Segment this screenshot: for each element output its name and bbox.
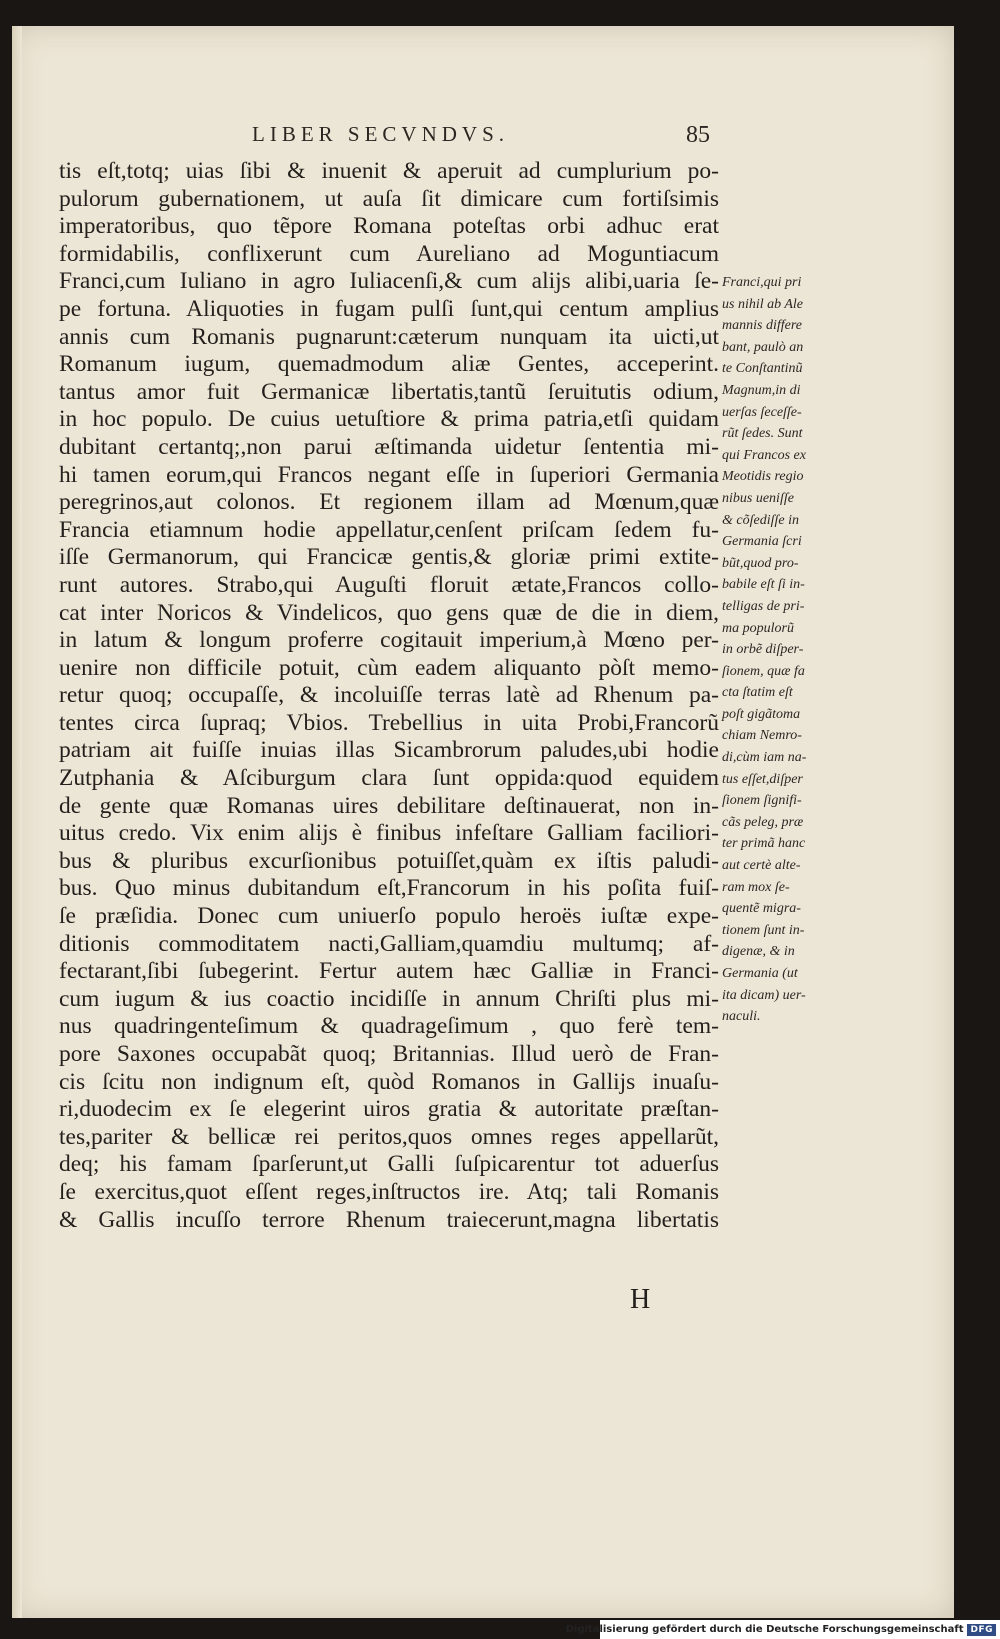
- body-line: fectarant,ſibi ſubegerint. Fertur autem hæc Galliæ in Franci-: [59, 958, 719, 985]
- page-gutter-shadow: [12, 26, 22, 1618]
- body-line: nus quadringenteſimum & quadrageſimum , quo ferè tem-: [59, 1013, 719, 1040]
- body-line: annis cum Romanis pugnarunt:cæterum nunquam ita uicti,ut: [59, 323, 719, 350]
- body-line: tis eſt,totq; uias ſibi & inuenit & aperuit ad cumplurium po-: [59, 158, 719, 184]
- body-line: Romanum iugum, quemadmodum aliæ Gentes, acceperint.: [59, 351, 719, 378]
- margin-note-line: in orbẽ diſper-: [722, 642, 804, 658]
- margin-note-line: bũt,quod pro-: [722, 555, 799, 571]
- body-line: bus. Quo minus dubitandum eſt,Francorum in his poſita fuiſ-: [59, 875, 719, 902]
- margin-note-line: ma populorũ: [722, 620, 794, 636]
- body-line: pulorum gubernationem, ut auſa ſit dimicare cum fortiſsimis: [59, 185, 719, 212]
- page-number: 85: [686, 122, 710, 148]
- body-line: in hoc populo. De cuius uetuſtiore & prima patria,etſi quidam: [59, 406, 719, 433]
- margin-note-line: digenæ, & in: [722, 944, 795, 960]
- margin-note-line: Magnum,in di: [722, 382, 801, 398]
- margin-note-line: nibus ueniſſe: [722, 490, 794, 506]
- margin-note-line: tionem ſunt in-: [722, 922, 805, 938]
- body-line: tentes circa ſupraq; Vbios. Trebellius in uita Probi,Francorũ: [59, 709, 719, 736]
- body-line: & Gallis incuſſo terrore Rhenum traiecerunt,magna libertatis: [59, 1206, 719, 1233]
- body-line: ditionis commoditatem nacti,Galliam,quamdiu multumq; af-: [59, 930, 719, 957]
- margin-note-line: di,cùm iam na-: [722, 750, 807, 766]
- body-line: uitus credo. Vix enim alijs è finibus infeſtare Galliam faciliori-: [59, 820, 719, 847]
- body-line: pore Saxones occupabãt quoq; Britannias. Illud uerò de Fran-: [59, 1041, 719, 1067]
- margin-note-line: ita dicam) uer-: [722, 987, 806, 1003]
- margin-note-line: Germania ſcri: [722, 534, 802, 550]
- margin-note-line: uerſas ſeceſſe-: [722, 404, 802, 420]
- margin-note-line: ter primã hanc: [722, 836, 806, 852]
- margin-note: [722, 272, 842, 1028]
- body-line: hi tamen eorum,qui Francos negant eſſe in ſuperiori Germania: [59, 461, 719, 488]
- margin-note-line: Germania (ut: [722, 966, 798, 981]
- margin-note-line: & cõſediſſe in: [722, 512, 799, 528]
- margin-note-line: babile eſt ſi in-: [722, 577, 805, 593]
- signature-mark: H: [630, 1284, 651, 1315]
- body-line: pe fortuna. Aliquoties in fugam pulſi ſunt,qui centum amplius: [59, 295, 719, 322]
- body-line: uenire non difficile potuit, cùm eadem aliquanto pòſt memo-: [59, 654, 719, 681]
- margin-note-line: ram mox ſe-: [722, 879, 790, 895]
- body-text: [59, 158, 719, 1234]
- book-page: [12, 26, 954, 1618]
- body-line: retur quoq; occupaſſe, & incoluiſſe terras latè ad Rhenum pa-: [59, 682, 719, 709]
- margin-note-line: telligas de pri-: [722, 598, 805, 614]
- body-line: de gente quæ Romanas uires debilitare deſtinauerat, non in-: [59, 792, 719, 819]
- margin-note-line: cta ſtatim eſt: [722, 685, 793, 701]
- margin-note-line: quentẽ migra-: [722, 901, 801, 917]
- body-line: iſſe Germanorum, qui Francicæ gentis,& gloriæ primi extite-: [59, 544, 719, 571]
- margin-note-line: ſionem, quæ fa: [722, 663, 805, 679]
- body-line: Zutphania & Aſciburgum clara ſunt oppida:quod equidem: [59, 765, 719, 792]
- margin-note-line: ſionem ſignifi-: [722, 793, 802, 809]
- margin-note-line: Meotidis regio: [722, 469, 804, 485]
- body-line: tantus amor fuit Germanicæ libertatis,tantũ ſeruitutis odium,: [59, 378, 719, 405]
- body-line: cum iugum & ius coactio incidiſſe in annum Chriſti plus mi-: [59, 985, 719, 1012]
- body-line: cat inter Noricos & Vindelicos, quo gens quæ de die in diem,: [59, 599, 719, 626]
- margin-note-line: chiam Nemro-: [722, 728, 802, 744]
- dfg-logo-icon: DFG: [967, 1624, 996, 1636]
- margin-note-line: naculi.: [722, 1009, 761, 1025]
- body-line: imperatoribus, quo tẽpore Romana poteſtas orbi adhuc erat: [59, 213, 719, 240]
- body-line: tes,pariter & bellicæ rei peritos,quos omnes reges appellarũt,: [59, 1123, 719, 1150]
- margin-note-line: cãs peleg, præ: [722, 814, 804, 830]
- margin-note-line: qui Francos ex: [722, 447, 806, 463]
- margin-note-line: rũt ſedes. Sunt: [722, 426, 803, 442]
- footer-bar: [565, 1620, 1000, 1639]
- body-line: ſe exercitus,quot eſſent reges,inſtructos ire. Atq; tali Romanis: [59, 1178, 719, 1205]
- body-line: bus & pluribus excurſionibus potuiſſet,quàm ex iſtis paludi-: [59, 847, 719, 874]
- body-line: cis ſcitu non indignum eſt, quòd Romanos in Gallijs inuaſu-: [59, 1068, 719, 1095]
- margin-note-line: poſt gigãtoma: [722, 706, 801, 722]
- margin-note-line: bant, paulò an: [722, 339, 804, 355]
- body-line: Francia etiamnum hodie appellatur,cenſent priſcam ſedem fu-: [59, 516, 719, 543]
- body-line: dubitant certantq;,non parui æſtimanda uidetur ſententia mi-: [59, 433, 719, 460]
- body-line: patriam ait fuiſſe inuias illas Sicambrorum paludes,ubi hodie: [59, 737, 719, 764]
- body-line: peregrinos,aut colonos. Et regionem illam ad Mœnum,quæ: [59, 489, 719, 516]
- margin-note-line: aut certè alte-: [722, 858, 801, 874]
- running-head: LIBER SECVNDVS.: [252, 122, 510, 146]
- margin-note-line: Franci,qui pri: [722, 275, 802, 290]
- body-line: deq; his famam ſparſerunt,ut Galli ſuſpicarentur tot aduerſus: [59, 1151, 719, 1178]
- margin-note-line: us nihil ab Ale: [722, 296, 804, 312]
- body-line: formidabilis, conflixerunt cum Aureliano ad Moguntiacum: [59, 240, 719, 267]
- margin-note-line: te Conſtantinũ: [722, 361, 803, 377]
- body-line: ri,duodecim ex ſe elegerint uiros gratia & autoritate præſtan-: [59, 1096, 719, 1123]
- footer-credit: Digitalisierung gefördert durch die Deutsche Forschungsgemeinschaft: [565, 1624, 964, 1635]
- body-line: in latum & longum proferre cogitauit imperium,à Mœno per-: [59, 627, 719, 654]
- body-line: ſe præſidia. Donec cum uniuerſo populo heroës iuſtæ expe-: [59, 903, 719, 930]
- margin-note-line: mannis differe: [722, 318, 802, 334]
- body-line: Franci,cum Iuliano in agro Iuliacenſi,& cum alijs alibi,uaria ſe-: [59, 268, 719, 295]
- body-line: runt autores. Strabo,qui Auguſti floruit ætate,Francos collo-: [59, 571, 719, 598]
- margin-note-line: tus eſſet,diſper: [722, 771, 803, 787]
